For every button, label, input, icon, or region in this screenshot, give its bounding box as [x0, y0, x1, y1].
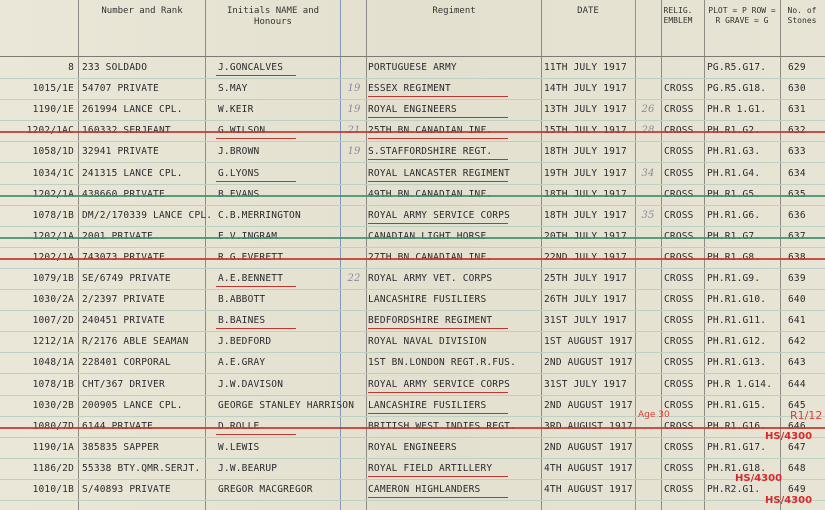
row-emblem: CROSS: [664, 399, 694, 411]
name-underline: [216, 286, 296, 287]
row-emblem: CROSS: [664, 83, 694, 95]
row-stones: 649: [788, 484, 806, 495]
row-regiment: ROYAL ENGINEERS: [368, 441, 457, 453]
row-number-rank: DM/2/170339 LANCE CPL.: [82, 209, 213, 221]
header-date: DATE: [577, 6, 599, 16]
row-number-rank: 55338 BTY.QMR.SERJT.: [82, 462, 201, 474]
row-name: W.LEWIS: [218, 441, 260, 453]
regiment-underline: [368, 117, 508, 118]
row-ref: 1007/2D: [32, 315, 74, 327]
row-ref: 1079/1B: [32, 273, 74, 284]
row-plot: PH.R 1.G1.: [707, 104, 767, 116]
row-ref: 1186/2D: [32, 462, 74, 474]
regiment-underline: [368, 138, 508, 139]
name-underline: [216, 75, 296, 76]
row-stones: 641: [788, 315, 806, 327]
row-number-rank: 228401 CORPORAL: [82, 357, 171, 369]
regiment-underline: [368, 159, 508, 160]
row-stones: 645: [788, 399, 806, 411]
regiment-underline: [368, 181, 508, 182]
table-row: [0, 142, 825, 163]
row-number-rank: 2/2397 PRIVATE: [82, 294, 165, 306]
row-name: J.BROWN: [218, 146, 260, 158]
table-row: [0, 206, 825, 227]
row-date: 1ST AUGUST 1917: [544, 336, 633, 348]
table-row: [0, 185, 825, 206]
row-mark: 34: [641, 167, 655, 179]
row-plot: PG.R5.G18.: [707, 83, 767, 95]
row-number-rank: 385835 SAPPER: [82, 441, 159, 453]
row-ref: 8: [68, 62, 74, 73]
row-ref: 1034/1C: [32, 167, 74, 179]
row-age: 22: [347, 273, 361, 284]
row-plot: PH.R2.G1.: [707, 484, 761, 495]
row-ref: 1078/1B: [32, 209, 74, 221]
name-underline: [216, 138, 296, 139]
row-date: 25TH JULY 1917: [544, 273, 627, 284]
regiment-underline: [368, 497, 508, 498]
regiment-underline: [368, 392, 508, 393]
header-number-rank: Number and Rank: [101, 6, 183, 16]
table-row: [0, 353, 825, 374]
row-stones: 629: [788, 62, 806, 73]
row-emblem: CROSS: [664, 441, 694, 453]
row-ref: 1212/1A: [32, 336, 74, 348]
table-row: [0, 332, 825, 353]
row-number-rank: 241315 LANCE CPL.: [82, 167, 183, 179]
row-emblem: CROSS: [664, 167, 694, 179]
row-number-rank: 32941 PRIVATE: [82, 146, 159, 158]
row-emblem: CROSS: [664, 378, 694, 390]
row-regiment: ROYAL ARMY SERVICE CORPS: [368, 209, 511, 221]
row-plot: PH.R1.G13.: [707, 357, 767, 369]
row-mark: 35: [641, 209, 655, 221]
row-stones: 644: [788, 378, 806, 390]
ref-note: R1/12: [790, 409, 823, 422]
table-row: [0, 100, 825, 121]
row-name: J.GONCALVES: [218, 62, 284, 73]
strikethrough-line: [0, 195, 825, 197]
header-relig-emblem: RELIG. EMBLEM: [663, 6, 693, 25]
row-ref: 1030/2B: [32, 399, 74, 411]
row-regiment: BEDFORDSHIRE REGIMENT: [368, 315, 493, 327]
row-name: J.BEDFORD: [218, 336, 272, 348]
row-regiment: ROYAL LANCASTER REGIMENT: [368, 167, 511, 179]
row-number-rank: 240451 PRIVATE: [82, 315, 165, 327]
row-ref: 1048/1A: [32, 357, 74, 369]
row-plot: PH.R1.G10.: [707, 294, 767, 306]
row-name: GEORGE STANLEY HARRISON: [218, 399, 355, 411]
row-emblem: CROSS: [664, 462, 694, 474]
row-date: 18TH JULY 1917: [544, 146, 627, 158]
table-row: [0, 290, 825, 311]
row-regiment: LANCASHIRE FUSILIERS: [368, 399, 487, 411]
regiment-underline: [368, 476, 508, 477]
row-date: 11TH JULY 1917: [544, 62, 627, 73]
table-row: [0, 248, 825, 269]
row-stones: 648: [788, 462, 806, 474]
row-regiment: ROYAL ARMY VET. CORPS: [368, 273, 493, 284]
row-plot: PH.R1.G15.: [707, 399, 767, 411]
row-regiment: ROYAL ENGINEERS: [368, 104, 457, 116]
row-emblem: CROSS: [664, 209, 694, 221]
name-underline: [216, 434, 296, 435]
row-stones: 647: [788, 441, 806, 453]
row-regiment: ROYAL ARMY SERVICE CORPS: [368, 378, 511, 390]
header-name: Initials NAME and Honours: [226, 6, 320, 27]
row-name: C.B.MERRINGTON: [218, 209, 301, 221]
row-number-rank: 261994 LANCE CPL.: [82, 104, 183, 116]
row-plot: PH.R1.G6.: [707, 209, 761, 221]
strikethrough-line: [0, 258, 825, 260]
row-date: 4TH AUGUST 1917: [544, 462, 633, 474]
row-ref: 1190/1E: [32, 104, 74, 116]
row-ref: 1190/1A: [32, 441, 74, 453]
row-name: B.BAINES: [218, 315, 266, 327]
row-ref: 1058/1D: [32, 146, 74, 158]
name-underline: [216, 328, 296, 329]
row-emblem: CROSS: [664, 104, 694, 116]
row-plot: PH.R1.G12.: [707, 336, 767, 348]
row-stones: 634: [788, 167, 806, 179]
row-stones: 639: [788, 273, 806, 284]
row-name: S.MAY: [218, 83, 248, 95]
row-stones: 642: [788, 336, 806, 348]
row-name: J.W.DAVISON: [218, 378, 284, 390]
table-row: [0, 58, 825, 79]
row-regiment: ROYAL NAVAL DIVISION: [368, 336, 487, 348]
row-date: 4TH AUGUST 1917: [544, 484, 633, 495]
strikethrough-line: [0, 427, 825, 429]
table-row: [0, 227, 825, 248]
header-regiment: Regiment: [432, 6, 476, 16]
row-number-rank: SE/6749 PRIVATE: [82, 273, 171, 284]
row-date: 2ND AUGUST 1917: [544, 357, 633, 369]
row-number-rank: 54707 PRIVATE: [82, 83, 159, 95]
header-plot-row-grave: PLOT = P ROW = R GRAVE = G: [708, 6, 776, 25]
row-plot: PH.R 1.G14.: [707, 378, 773, 390]
table-row: [0, 311, 825, 332]
row-number-rank: 233 SOLDADO: [82, 62, 148, 73]
row-name: A.E.GRAY: [218, 357, 266, 369]
table-row: [0, 121, 825, 142]
row-regiment: LANCASHIRE FUSILIERS: [368, 294, 487, 306]
row-stones: 631: [788, 104, 806, 116]
row-number-rank: S/40893 PRIVATE: [82, 484, 171, 495]
strikethrough-line: [0, 131, 825, 133]
row-number-rank: R/2176 ABLE SEAMAN: [82, 336, 189, 348]
regiment-underline: [368, 223, 508, 224]
row-stones: 630: [788, 83, 806, 95]
row-regiment: PORTUGUESE ARMY: [368, 62, 457, 73]
row-stones: 643: [788, 357, 806, 369]
row-ref: 1010/1B: [32, 484, 74, 495]
row-regiment: ESSEX REGIMENT: [368, 83, 451, 95]
row-ref: 1078/1B: [32, 378, 74, 390]
row-name: B.ABBOTT: [218, 294, 266, 306]
row-stones: 633: [788, 146, 806, 158]
row-emblem: CROSS: [664, 273, 694, 284]
row-date: 13TH JULY 1917: [544, 104, 627, 116]
row-name: G.LYONS: [218, 167, 260, 179]
row-date: 2ND AUGUST 1917: [544, 399, 633, 411]
table-row: [0, 438, 825, 459]
row-stones: 640: [788, 294, 806, 306]
hs-note-2: HS/4300: [735, 473, 783, 484]
row-name: GREGOR MACGREGOR: [218, 484, 313, 495]
table-row: [0, 417, 825, 438]
header-no-stones: No. of Stones: [787, 6, 817, 25]
row-date: 26TH JULY 1917: [544, 294, 627, 306]
table-row: [0, 480, 825, 501]
regiment-underline: [368, 328, 508, 329]
row-emblem: CROSS: [664, 146, 694, 158]
name-underline: [216, 181, 296, 182]
table-row: [0, 79, 825, 100]
hs-note-1: HS/4300: [765, 431, 813, 442]
row-plot: PH.R1.G3.: [707, 146, 761, 158]
row-plot: PH.R1.G18.: [707, 462, 767, 474]
row-date: 31ST JULY 1917: [544, 378, 627, 390]
row-date: 14TH JULY 1917: [544, 83, 627, 95]
row-emblem: CROSS: [664, 315, 694, 327]
row-emblem: CROSS: [664, 484, 694, 495]
row-emblem: CROSS: [664, 336, 694, 348]
row-plot: PH.R1.G11.: [707, 315, 767, 327]
row-age: 19: [347, 104, 361, 116]
table-row: [0, 375, 825, 396]
row-regiment: 1ST BN.LONDON REGT.R.FUS.: [368, 357, 516, 369]
table-row: [0, 396, 825, 417]
row-ref: 1015/1E: [32, 83, 74, 95]
row-name: J.W.BEARUP: [218, 462, 278, 474]
row-plot: PH.R1.G9.: [707, 273, 761, 284]
row-number-rank: 200905 LANCE CPL.: [82, 399, 183, 411]
row-date: 19TH JULY 1917: [544, 167, 627, 179]
row-regiment: CAMERON HIGHLANDERS: [368, 484, 481, 495]
row-date: 2ND AUGUST 1917: [544, 441, 633, 453]
row-name: A.E.BENNETT: [218, 273, 284, 284]
row-emblem: CROSS: [664, 294, 694, 306]
table-row: [0, 459, 825, 480]
regiment-underline: [368, 96, 508, 97]
row-rule: [0, 500, 825, 501]
table-row: [0, 269, 825, 290]
row-date: 18TH JULY 1917: [544, 209, 627, 221]
row-ref: 1030/2A: [32, 294, 74, 306]
table-row: [0, 164, 825, 185]
row-plot: PG.R5.G17.: [707, 62, 767, 73]
row-date: 31ST JULY 1917: [544, 315, 627, 327]
header-rule: [0, 56, 825, 57]
row-regiment: S.STAFFORDSHIRE REGT.: [368, 146, 493, 158]
strikethrough-line: [0, 237, 825, 239]
row-number-rank: CHT/367 DRIVER: [82, 378, 165, 390]
row-plot: PH.R1.G17.: [707, 441, 767, 453]
row-mark: 26: [641, 104, 655, 116]
row-name: W.KEIR: [218, 104, 254, 116]
row-regiment: ROYAL FIELD ARTILLERY: [368, 462, 493, 474]
regiment-underline: [368, 413, 508, 414]
age-note: Age 30: [638, 410, 670, 420]
hs-note-3: HS/4300: [765, 495, 813, 506]
row-age: 19: [347, 83, 361, 95]
row-emblem: CROSS: [664, 357, 694, 369]
row-age: 19: [347, 146, 361, 158]
row-stones: 636: [788, 209, 806, 221]
row-plot: PH.R1.G4.: [707, 167, 761, 179]
